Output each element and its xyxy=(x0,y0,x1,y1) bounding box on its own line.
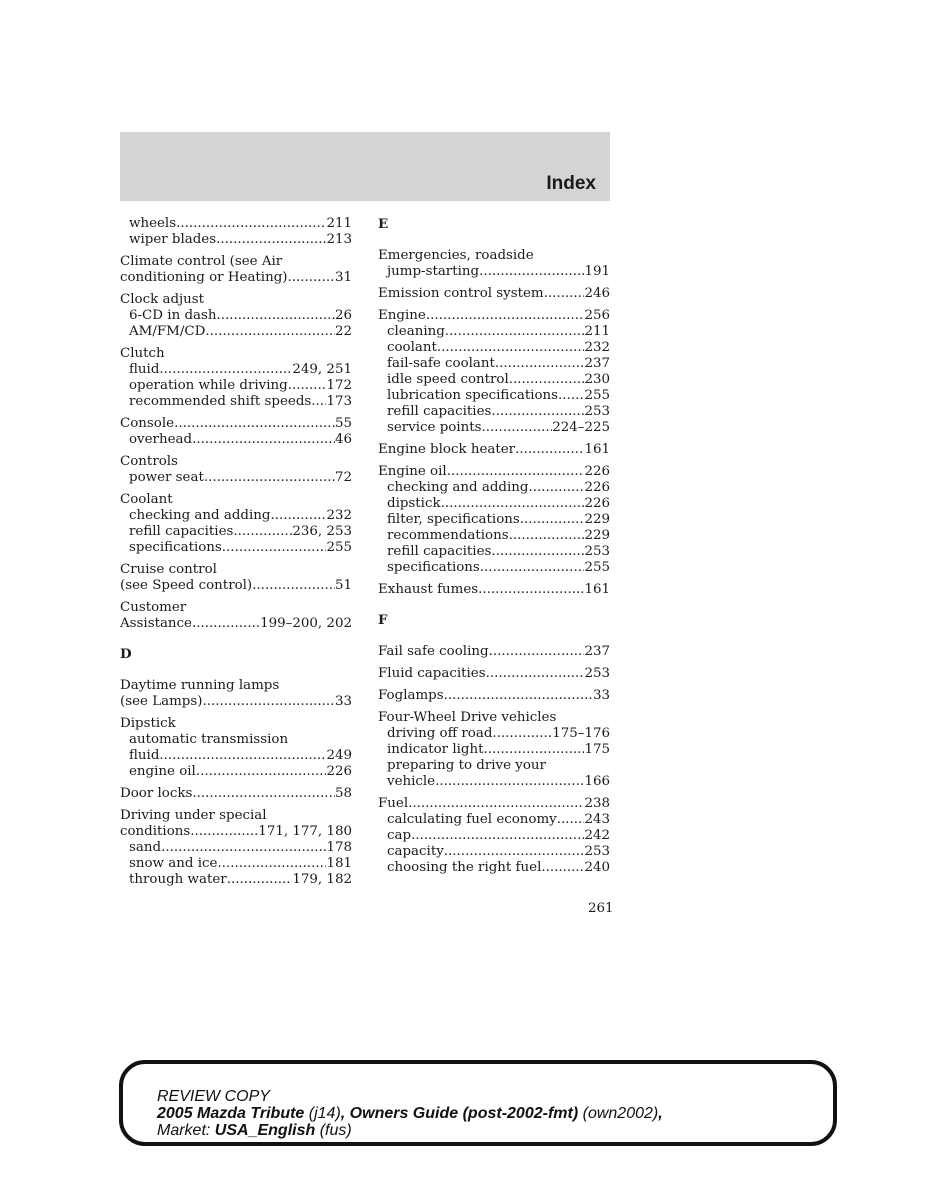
entry-text: preparing to drive your xyxy=(387,758,546,773)
dot-leader xyxy=(159,362,292,378)
dot-leader xyxy=(544,286,585,302)
header-band xyxy=(120,132,610,201)
entry-page-ref: 229 xyxy=(584,528,610,543)
entry-page-ref: 55 xyxy=(334,416,352,431)
entry-text: jump-starting xyxy=(387,264,480,279)
entry-text: driving off road xyxy=(387,726,493,741)
entry-page-ref: 172 xyxy=(326,378,352,393)
footer-model: 2005 Mazda Tribute xyxy=(157,1105,305,1122)
dot-leader xyxy=(484,742,585,758)
dot-leader xyxy=(492,726,552,742)
index-subentry xyxy=(120,232,352,248)
index-entry-line xyxy=(120,292,352,308)
entry-page-ref: 255 xyxy=(584,560,610,575)
entry-page-ref: 232 xyxy=(584,340,610,355)
index-entry-line xyxy=(378,582,610,598)
entry-page-ref: 173 xyxy=(326,394,352,409)
entry-text: Customer xyxy=(120,600,187,615)
dot-leader xyxy=(541,860,584,876)
index-entry-line xyxy=(120,616,352,632)
entry-page-ref: 226 xyxy=(584,480,610,495)
index-subentry xyxy=(120,748,352,764)
dot-leader xyxy=(159,748,326,764)
dot-leader xyxy=(190,824,258,840)
entry-page-ref: 256 xyxy=(584,308,610,323)
entry-text: wheels xyxy=(129,216,177,231)
entry-text: Climate control (see Air xyxy=(120,254,283,269)
entry-page-ref: 213 xyxy=(326,232,352,247)
entry-text: conditioning or Heating) xyxy=(120,270,288,285)
index-entry-line xyxy=(378,796,610,812)
entry-text: power seat xyxy=(129,470,204,485)
entry-text: indicator light xyxy=(387,742,484,757)
entry-text: Fluid capacities xyxy=(378,666,486,681)
index-entry xyxy=(378,688,610,704)
entry-text: engine oil xyxy=(129,764,196,779)
index-subentry xyxy=(120,378,352,394)
entry-text: cleaning xyxy=(387,324,445,339)
index-entry-line xyxy=(120,492,352,508)
entry-page-ref: 211 xyxy=(584,324,610,339)
review-copy-label: REVIEW COPY xyxy=(157,1088,270,1105)
dot-leader xyxy=(192,432,335,448)
index-subentry xyxy=(120,856,352,872)
entry-page-ref: 175 xyxy=(584,742,610,757)
index-subentry xyxy=(120,524,352,540)
footer-model-line xyxy=(157,1105,663,1122)
entry-text: Four-Wheel Drive vehicles xyxy=(378,710,557,725)
entry-text: dipstick xyxy=(387,496,441,511)
entry-page-ref: 161 xyxy=(584,442,610,457)
entry-page-ref: 229 xyxy=(584,512,610,527)
index-entry xyxy=(378,582,610,598)
index-entry-line xyxy=(120,808,352,824)
index-subentry xyxy=(378,404,610,420)
index-subentry xyxy=(120,432,352,448)
dot-leader xyxy=(227,872,293,888)
dot-leader xyxy=(288,270,335,286)
footer-market: USA_English xyxy=(214,1122,316,1139)
index-entry xyxy=(378,248,610,280)
index-subentry xyxy=(378,388,610,404)
index-entry-line xyxy=(120,270,352,286)
index-entry-line xyxy=(378,464,610,480)
dot-leader xyxy=(288,378,327,394)
index-subentry xyxy=(120,324,352,340)
dot-leader xyxy=(216,232,326,248)
dot-leader xyxy=(411,828,584,844)
index-entry xyxy=(120,254,352,286)
entry-text: idle speed control xyxy=(387,372,509,387)
dot-leader xyxy=(192,786,335,802)
index-entry xyxy=(120,292,352,340)
review-copy-text xyxy=(157,1088,663,1139)
entry-text: snow and ice xyxy=(129,856,218,871)
entry-page-ref: 243 xyxy=(584,812,610,827)
dot-leader xyxy=(441,496,585,512)
entry-page-ref: 211 xyxy=(326,216,352,231)
entry-text: capacity xyxy=(387,844,444,859)
index-entry xyxy=(120,600,352,632)
entry-page-ref: 175–176 xyxy=(552,726,610,741)
entry-text: Controls xyxy=(120,454,178,469)
entry-text: Daytime running lamps xyxy=(120,678,280,693)
entry-page-ref: 46 xyxy=(334,432,352,447)
dot-leader xyxy=(528,480,584,496)
dot-leader xyxy=(202,694,335,710)
entry-page-ref: 237 xyxy=(584,356,610,371)
entry-text: choosing the right fuel xyxy=(387,860,542,875)
entry-page-ref: 178 xyxy=(326,840,352,855)
entry-text: Driving under special xyxy=(120,808,267,823)
dot-leader xyxy=(174,416,335,432)
index-entry xyxy=(120,808,352,888)
dot-leader xyxy=(426,308,585,324)
index-entry-line xyxy=(120,562,352,578)
index-subentry xyxy=(378,264,610,280)
entry-page-ref: 226 xyxy=(326,764,352,779)
index-subentry xyxy=(378,812,610,828)
index-entry xyxy=(120,786,352,802)
index-subentry xyxy=(378,512,610,528)
index-subentry xyxy=(378,496,610,512)
index-entry-line xyxy=(120,600,352,616)
index-entry-line xyxy=(120,786,352,802)
dot-leader xyxy=(196,764,327,780)
index-entry xyxy=(120,562,352,594)
dot-leader xyxy=(479,264,584,280)
index-subentry xyxy=(378,324,610,340)
dot-leader xyxy=(233,524,292,540)
index-entry xyxy=(378,308,610,436)
entry-text: conditions xyxy=(120,824,191,839)
footer-guide-code: (own2002) xyxy=(582,1105,659,1122)
dot-leader xyxy=(204,470,335,486)
entry-page-ref: 199–200, 202 xyxy=(260,616,352,631)
entry-page-ref: 238 xyxy=(584,796,610,811)
entry-page-ref: 246 xyxy=(584,286,610,301)
entry-text: refill capacities xyxy=(129,524,234,539)
entry-text: operation while driving xyxy=(129,378,288,393)
index-subentry xyxy=(378,560,610,576)
index-entry-line xyxy=(378,308,610,324)
index-entry-line xyxy=(120,578,352,594)
page-title: Index xyxy=(546,173,596,194)
entry-text: fluid xyxy=(129,748,160,763)
index-entry-line xyxy=(378,644,610,660)
dot-leader xyxy=(408,796,584,812)
entry-text: checking and adding xyxy=(387,480,529,495)
entry-page-ref: 179, 182 xyxy=(292,872,352,887)
index-subentry xyxy=(120,732,352,748)
dot-leader xyxy=(495,356,585,372)
dot-leader xyxy=(444,688,593,704)
entry-text: recommendations xyxy=(387,528,509,543)
entry-text: Engine block heater xyxy=(378,442,516,457)
index-entry-line xyxy=(120,454,352,470)
entry-text: vehicle xyxy=(387,774,436,789)
entry-text: fail-safe coolant xyxy=(387,356,495,371)
index-entry xyxy=(120,492,352,556)
entry-text: filter, specifications xyxy=(387,512,520,527)
entry-text: Clutch xyxy=(120,346,165,361)
index-subentry xyxy=(120,840,352,856)
entry-text: specifications xyxy=(387,560,480,575)
index-entry-line xyxy=(120,254,352,270)
entry-text: Emission control system xyxy=(378,286,544,301)
index-subentry xyxy=(378,742,610,758)
entry-page-ref: 255 xyxy=(326,540,352,555)
index-subentry xyxy=(378,774,610,790)
dot-leader xyxy=(558,388,584,404)
entry-text: AM/FM/CD xyxy=(129,324,206,339)
dot-leader xyxy=(480,560,585,576)
entry-page-ref: 249, 251 xyxy=(292,362,352,377)
entry-page-ref: 58 xyxy=(334,786,352,801)
dot-leader xyxy=(489,644,585,660)
index-subentry xyxy=(120,508,352,524)
entry-page-ref: 253 xyxy=(584,404,610,419)
dot-leader xyxy=(520,512,585,528)
footer-market-code: (fus) xyxy=(319,1122,352,1139)
index-entry xyxy=(120,216,352,248)
index-subentry xyxy=(378,420,610,436)
dot-leader xyxy=(509,372,585,388)
footer-market-line xyxy=(157,1122,663,1139)
entry-text: fluid xyxy=(129,362,160,377)
entry-page-ref: 166 xyxy=(584,774,610,789)
entry-text: (see Lamps) xyxy=(120,694,203,709)
footer-comma: , xyxy=(658,1105,663,1122)
dot-leader xyxy=(445,324,585,340)
entry-text: Assistance xyxy=(120,616,192,631)
entry-text: Console xyxy=(120,416,175,431)
index-entry xyxy=(378,644,610,660)
entry-page-ref: 242 xyxy=(584,828,610,843)
index-subentry xyxy=(120,872,352,888)
entry-text: coolant xyxy=(387,340,437,355)
entry-page-ref: 249 xyxy=(326,748,352,763)
entry-text: refill capacities xyxy=(387,404,492,419)
entry-text: lubrication specifications xyxy=(387,388,559,403)
entry-page-ref: 253 xyxy=(584,544,610,559)
entry-page-ref: 237 xyxy=(584,644,610,659)
entry-text: Coolant xyxy=(120,492,173,507)
entry-text: cap xyxy=(387,828,412,843)
index-subentry xyxy=(378,372,610,388)
index-subentry xyxy=(378,480,610,496)
index-entry xyxy=(378,666,610,682)
index-subentry xyxy=(120,394,352,410)
dot-leader xyxy=(311,394,326,410)
entry-text: automatic transmission xyxy=(129,732,289,747)
index-entry-line xyxy=(378,248,610,264)
entry-text: Door locks xyxy=(120,786,193,801)
entry-page-ref: 236, 253 xyxy=(292,524,352,539)
dot-leader xyxy=(486,666,585,682)
index-entry-line xyxy=(378,286,610,302)
dot-leader xyxy=(270,508,326,524)
index-subentry xyxy=(378,726,610,742)
entry-page-ref: 51 xyxy=(334,578,352,593)
entry-page-ref: 232 xyxy=(326,508,352,523)
index-entry-line xyxy=(378,710,610,726)
entry-page-ref: 253 xyxy=(584,844,610,859)
index-entry xyxy=(120,346,352,410)
footer-model-code: (j14) xyxy=(308,1105,341,1122)
entry-text: sand xyxy=(129,840,162,855)
dot-leader xyxy=(444,844,585,860)
dot-leader xyxy=(205,324,335,340)
entry-page-ref: 255 xyxy=(584,388,610,403)
entry-page-ref: 171, 177, 180 xyxy=(258,824,352,839)
dot-leader xyxy=(491,544,584,560)
index-subentry xyxy=(120,764,352,780)
entry-page-ref: 224–225 xyxy=(552,420,610,435)
index-subentry xyxy=(120,540,352,556)
dot-leader xyxy=(491,404,584,420)
dot-leader xyxy=(509,528,585,544)
index-entry-line xyxy=(378,442,610,458)
index-entry-line xyxy=(378,688,610,704)
entry-text: refill capacities xyxy=(387,544,492,559)
dot-leader xyxy=(222,540,327,556)
entry-page-ref: 72 xyxy=(334,470,352,485)
dot-leader xyxy=(447,464,585,480)
dot-leader xyxy=(217,308,335,324)
entry-text: specifications xyxy=(129,540,222,555)
entry-page-ref: 240 xyxy=(584,860,610,875)
index-subentry xyxy=(378,544,610,560)
dot-leader xyxy=(515,442,584,458)
entry-page-ref: 226 xyxy=(584,496,610,511)
footer-market-label: Market: xyxy=(157,1122,211,1139)
entry-text: Fuel xyxy=(378,796,409,811)
entry-text: service points xyxy=(387,420,482,435)
entry-text: (see Speed control) xyxy=(120,578,253,593)
entry-text: Engine xyxy=(378,308,426,323)
entry-text: Dipstick xyxy=(120,716,176,731)
entry-page-ref: 230 xyxy=(584,372,610,387)
dot-leader xyxy=(435,774,584,790)
index-subentry xyxy=(378,860,610,876)
index-subentry xyxy=(378,528,610,544)
section-letter: E xyxy=(378,216,389,232)
entry-text: overhead xyxy=(129,432,193,447)
entry-page-ref: 161 xyxy=(584,582,610,597)
entry-page-ref: 22 xyxy=(334,324,352,339)
dot-leader xyxy=(482,420,553,436)
index-entry xyxy=(120,716,352,780)
index-entry-line xyxy=(120,824,352,840)
index-entry xyxy=(378,796,610,876)
index-subentry xyxy=(378,844,610,860)
index-entry xyxy=(378,710,610,790)
dot-leader xyxy=(161,840,326,856)
index-subentry xyxy=(120,470,352,486)
entry-text: Exhaust fumes xyxy=(378,582,479,597)
entry-text: Emergencies, roadside xyxy=(378,248,534,263)
entry-text: recommended shift speeds xyxy=(129,394,312,409)
entry-page-ref: 33 xyxy=(592,688,610,703)
dot-leader xyxy=(437,340,585,356)
index-subentry xyxy=(120,308,352,324)
dot-leader xyxy=(252,578,335,594)
page-number: 261 xyxy=(588,901,614,916)
entry-text: wiper blades xyxy=(129,232,217,247)
entry-text: calculating fuel economy xyxy=(387,812,557,827)
dot-leader xyxy=(478,582,584,598)
index-entry xyxy=(120,678,352,710)
index-column-left xyxy=(120,216,352,888)
entry-text: Fail safe cooling xyxy=(378,644,489,659)
entry-text: Foglamps xyxy=(378,688,444,703)
dot-leader xyxy=(192,616,260,632)
index-column-right xyxy=(378,216,610,876)
entry-page-ref: 33 xyxy=(334,694,352,709)
index-entry-line xyxy=(378,666,610,682)
entry-text: 6-CD in dash xyxy=(129,308,217,323)
index-subentry xyxy=(378,356,610,372)
index-entry xyxy=(378,286,610,302)
entry-text: Engine oil xyxy=(378,464,447,479)
index-entry-line xyxy=(120,694,352,710)
entry-text: Clock adjust xyxy=(120,292,205,307)
index-subentry xyxy=(378,340,610,356)
index-entry xyxy=(120,454,352,486)
index-entry-line xyxy=(120,416,352,432)
index-entry-line xyxy=(120,716,352,732)
entry-page-ref: 31 xyxy=(334,270,352,285)
entry-text: Cruise control xyxy=(120,562,217,577)
entry-page-ref: 253 xyxy=(584,666,610,681)
entry-text: through water xyxy=(129,872,227,887)
section-letter: D xyxy=(120,646,132,662)
index-subentry xyxy=(120,216,352,232)
index-entry xyxy=(378,442,610,458)
section-letter: F xyxy=(378,612,388,628)
dot-leader xyxy=(217,856,326,872)
entry-page-ref: 226 xyxy=(584,464,610,479)
index-subentry xyxy=(378,758,610,774)
entry-page-ref: 181 xyxy=(326,856,352,871)
dot-leader xyxy=(176,216,326,232)
footer-guide: , Owners Guide (post-2002-fmt) xyxy=(340,1105,579,1122)
dot-leader xyxy=(557,812,585,828)
index-entry xyxy=(120,416,352,448)
entry-text: checking and adding xyxy=(129,508,271,523)
index-subentry xyxy=(120,362,352,378)
index-entry-line xyxy=(120,346,352,362)
entry-page-ref: 191 xyxy=(584,264,610,279)
entry-page-ref: 26 xyxy=(334,308,352,323)
index-entry xyxy=(378,464,610,576)
index-entry-line xyxy=(120,678,352,694)
index-subentry xyxy=(378,828,610,844)
